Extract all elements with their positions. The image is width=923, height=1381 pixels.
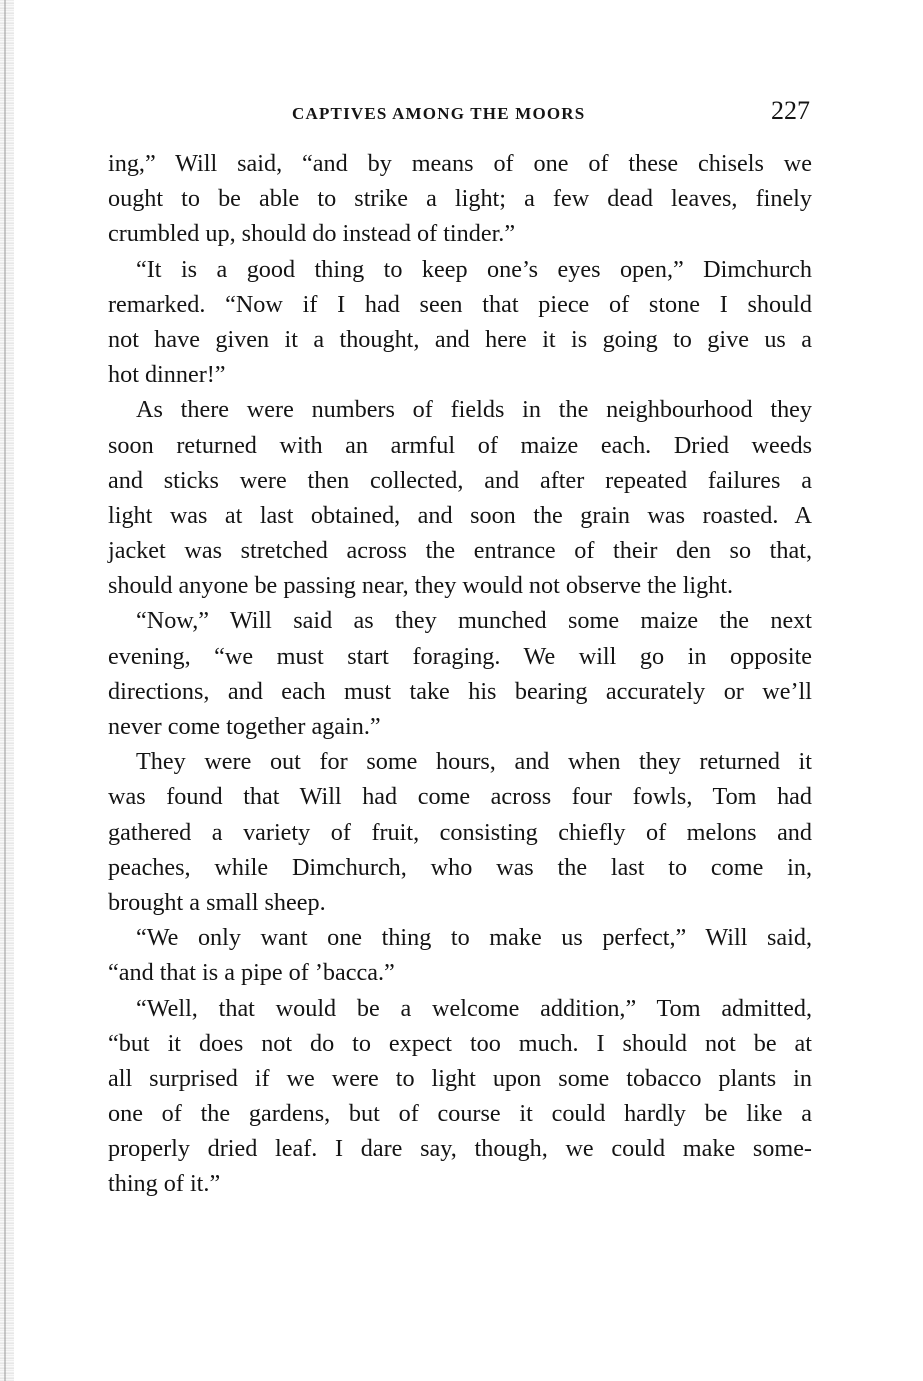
- text-line: soon returned with an armful of maize each. Dried weeds: [108, 431, 812, 459]
- running-head: [108, 96, 814, 132]
- text-line: They were out for some hours, and when they returned it: [136, 748, 812, 776]
- text-line: As there were numbers of fields in the neighbourhood they: [136, 396, 812, 424]
- text-line: “and that is a pipe of ’bacca.”: [108, 959, 395, 987]
- text-line: hot dinner!”: [108, 361, 226, 389]
- text-line: “Well, that would be a welcome addition,” Tom admitted,: [136, 994, 812, 1022]
- text-line: ing,” Will said, “and by means of one of these chisels we: [108, 150, 812, 177]
- text-line: brought a small sheep.: [108, 888, 326, 916]
- running-title: CAPTIVES AMONG THE MOORS: [292, 104, 586, 123]
- text-line: jacket was stretched across the entrance of their den so that,: [108, 537, 812, 565]
- text-line: and sticks were then collected, and after repeated failures a: [108, 466, 812, 494]
- text-line: directions, and each must take his bearing accurately or we’ll: [108, 677, 812, 705]
- text-line: “It is a good thing to keep one’s eyes open,” Dimchurch: [136, 255, 812, 283]
- text-line: should anyone be passing near, they would not observe the light.: [108, 572, 734, 600]
- text-line: “but it does not do to expect too much. I should not be at: [108, 1029, 812, 1057]
- text-line: remarked. “Now if I had seen that piece of stone I should: [108, 290, 812, 318]
- text-line: ought to be able to strike a light; a few dead leaves, finely: [108, 185, 812, 213]
- page-number: 227: [771, 96, 810, 125]
- text-line: was found that Will had come across four fowls, Tom had: [108, 783, 812, 811]
- text-line: light was at last obtained, and soon the grain was roasted. A: [108, 501, 812, 529]
- text-line: crumbled up, should do instead of tinder.”: [108, 220, 516, 248]
- page-binding-edge: [0, 0, 14, 1381]
- text-line: peaches, while Dimchurch, who was the last to come in,: [108, 853, 812, 881]
- text-line: one of the gardens, but of course it could hardly be like a: [108, 1100, 812, 1128]
- text-line: gathered a variety of fruit, consisting chiefly of melons and: [108, 818, 812, 846]
- text-line: “We only want one thing to make us perfect,” Will said,: [136, 924, 812, 952]
- body-text: [108, 146, 812, 1202]
- text-line: evening, “we must start foraging. We will go in opposite: [108, 642, 812, 670]
- page-binding-line: [4, 0, 6, 1381]
- text-line: thing of it.”: [108, 1170, 221, 1198]
- text-line: “Now,” Will said as they munched some maize the next: [136, 607, 812, 635]
- text-line: never come together again.”: [108, 713, 381, 740]
- text-line: properly dried leaf. I dare say, though, we could make some-: [108, 1135, 812, 1163]
- text-line: all surprised if we were to light upon some tobacco plants in: [108, 1064, 812, 1092]
- text-line: not have given it a thought, and here it is going to give us a: [108, 325, 812, 353]
